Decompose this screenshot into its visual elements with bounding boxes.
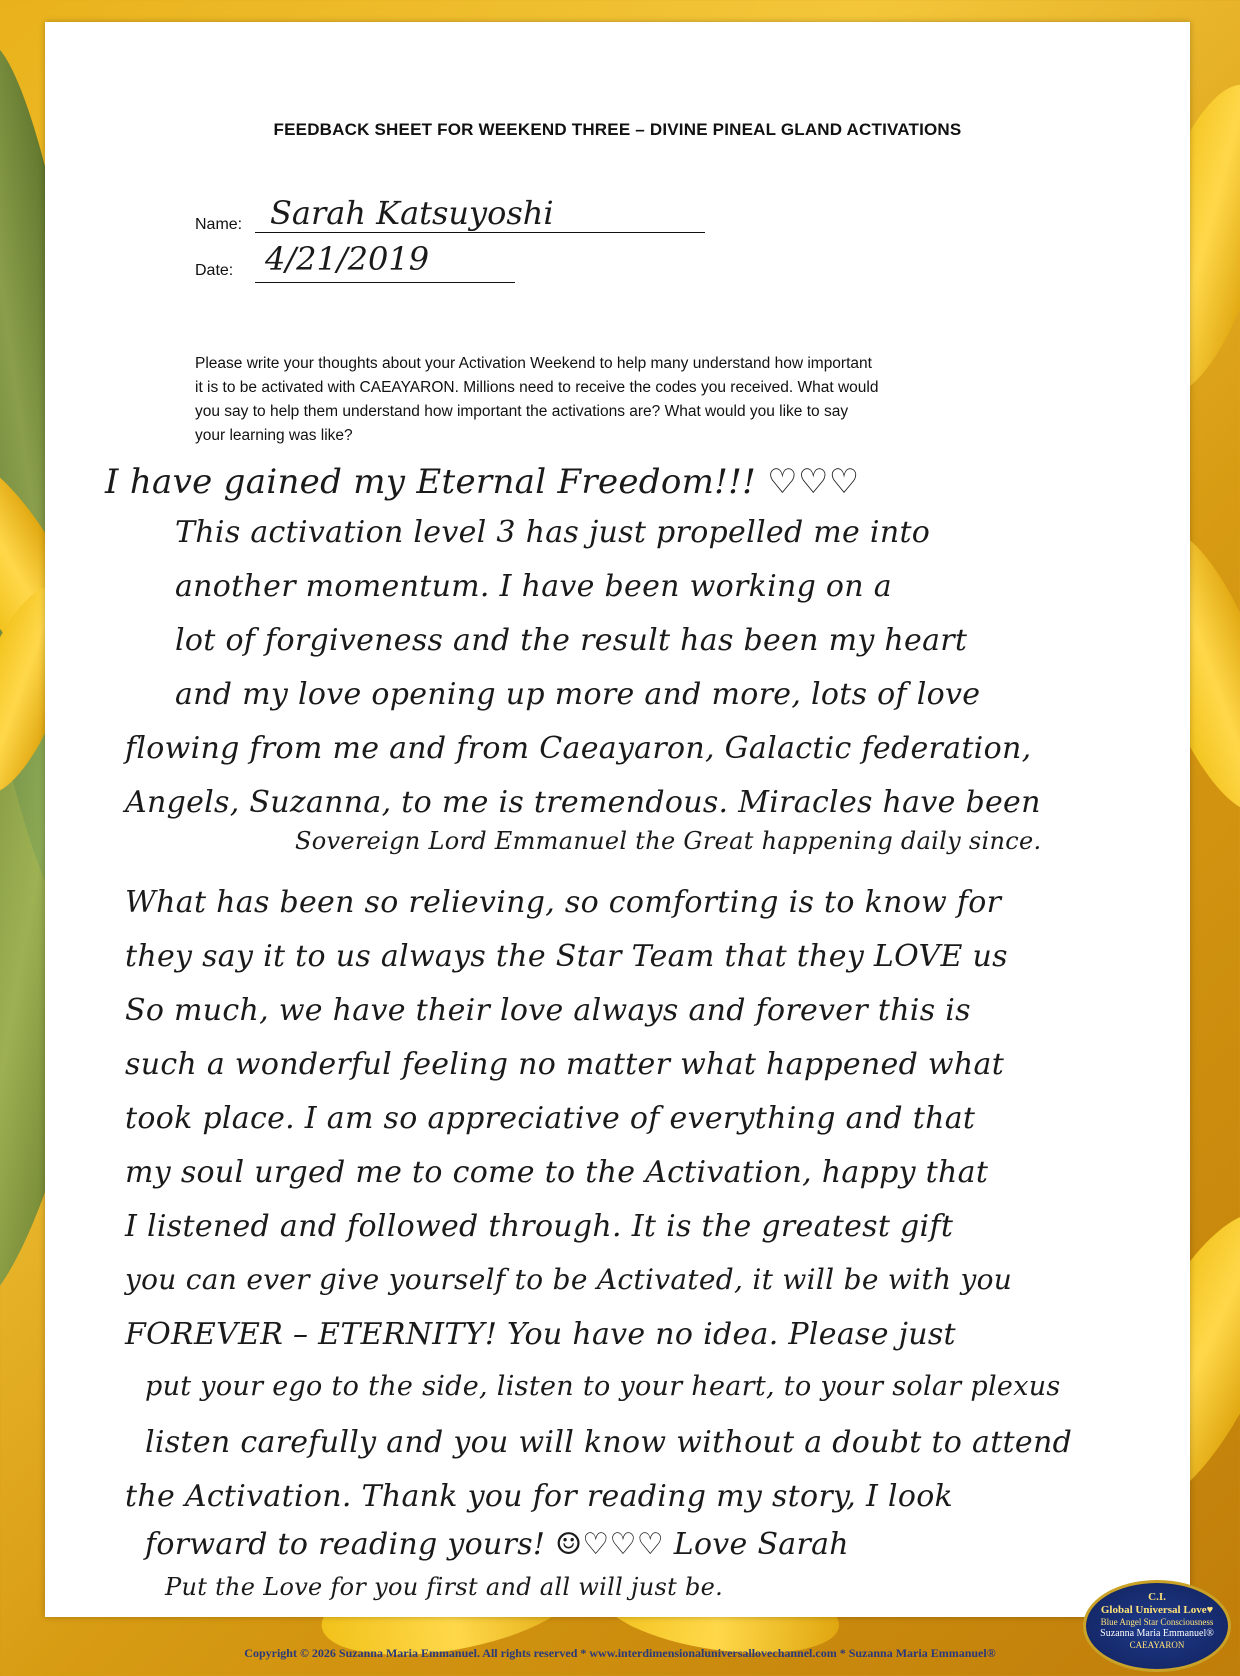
logo-line: Global Universal Love♥ — [1100, 1604, 1214, 1616]
handwriting-line: Angels, Suzanna, to me is tremendous. Miracles have been — [125, 785, 1041, 820]
name-value: Sarah Katsuyoshi — [270, 194, 554, 232]
handwriting-line: they say it to us always the Star Team that they LOVE us — [125, 939, 1008, 974]
handwriting-line: I have gained my Eternal Freedom!!! ♡♡♡ — [105, 462, 860, 502]
handwriting-line: What has been so relieving, so comforting is to know for — [125, 885, 1002, 920]
handwriting-line: my soul urged me to come to the Activation, happy that — [125, 1155, 989, 1190]
name-underline — [255, 232, 705, 233]
date-label: Date: — [195, 262, 234, 279]
handwriting-line: such a wonderful feeling no matter what happened what — [125, 1047, 1005, 1082]
handwriting-line: forward to reading yours! ☺♡♡♡ Love Sarah — [145, 1527, 849, 1562]
handwriting-line: put your ego to the side, listen to your heart, to your solar plexus — [145, 1371, 1061, 1402]
date-value: 4/21/2019 — [265, 240, 430, 278]
logo-line: C.I. — [1148, 1591, 1166, 1603]
handwriting-line: took place. I am so appreciative of everything and that — [125, 1101, 976, 1136]
name-label: Name: — [195, 216, 243, 233]
handwriting-line: This activation level 3 has just propelled me into — [175, 515, 931, 550]
handwriting-line: listen carefully and you will know without a doubt to attend — [145, 1425, 1073, 1460]
prompt-line: it is to be activated with CAEAYARON. Millions need to receive the codes you received. What would — [195, 379, 879, 396]
date-underline — [255, 282, 515, 283]
handwriting-line: So much, we have their love always and forever this is — [125, 993, 971, 1028]
logo-line: CAEAYARON — [1129, 1640, 1185, 1650]
sheet-title: FEEDBACK SHEET FOR WEEKEND THREE – DIVINE PINEAL GLAND ACTIVATIONS — [273, 120, 962, 139]
handwriting-line: Sovereign Lord Emmanuel the Great happening daily since. — [295, 827, 1042, 855]
handwriting-line: lot of forgiveness and the result has been my heart — [175, 623, 968, 658]
copyright-footer: Copyright © 2026 Suzanna Maria Emmanuel. All rights reserved * www.interdimensionaluniversallovechannel.com * Suzanna Maria Emmanuel® — [244, 1646, 996, 1660]
logo-line: Blue Angel Star Consciousness — [1100, 1617, 1214, 1627]
handwriting-line: FOREVER – ETERNITY! You have no idea. Please just — [125, 1317, 956, 1352]
handwriting-line: Put the Love for you first and all will just be. — [165, 1573, 724, 1601]
prompt-line: you say to help them understand how important the activations are? What would you like to say — [195, 403, 849, 420]
handwriting-line: flowing from me and from Caeayaron, Galactic federation, — [125, 731, 1032, 766]
handwriting-line: another momentum. I have been working on a — [175, 569, 892, 604]
logo-line: Suzanna Maria Emmanuel® — [1100, 1628, 1214, 1639]
global-universal-love-logo — [1083, 1580, 1231, 1672]
prompt-text — [195, 352, 1035, 448]
prompt-line: Please write your thoughts about your Activation Weekend to help many understand how important — [195, 355, 872, 372]
handwriting-line: the Activation. Thank you for reading my story, I look — [125, 1479, 954, 1514]
handwriting-line: I listened and followed through. It is the greatest gift — [125, 1209, 954, 1244]
feedback-sheet — [45, 22, 1190, 1617]
handwriting-line: and my love opening up more and more, lots of love — [175, 677, 981, 712]
prompt-line: your learning was like? — [195, 427, 353, 444]
handwriting-line: you can ever give yourself to be Activated, it will be with you — [125, 1263, 1013, 1296]
